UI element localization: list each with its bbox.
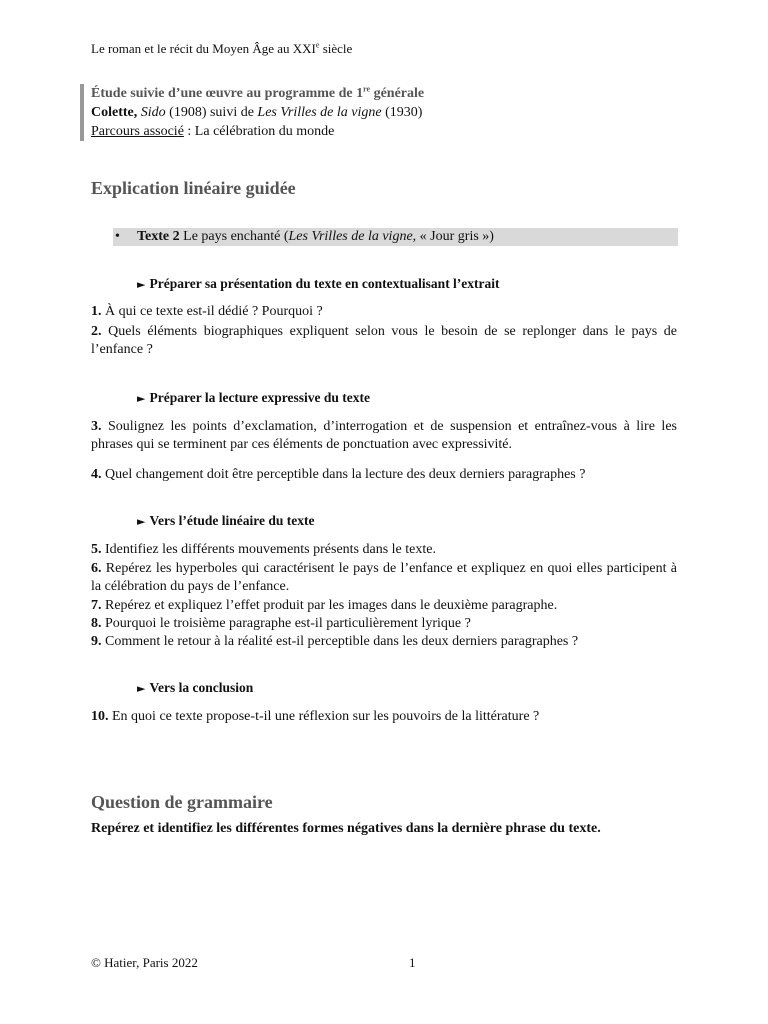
- subhead-etude: [137, 513, 314, 529]
- question-text: Soulignez les points d’exclamation, d’interrogation et de suspension et entraînez-vous à lire les phrases qui se terminent par ces éléments de ponctuation avec expressivité.: [91, 419, 677, 452]
- question-2: [91, 323, 677, 359]
- work1-year: (1908) suivi de: [165, 105, 258, 120]
- program-line: [91, 84, 531, 103]
- page-number: 1: [409, 955, 416, 970]
- running-header-superscript: e: [315, 40, 320, 50]
- text-work-title: Les Vrilles de la vigne: [288, 229, 413, 244]
- question-9: [91, 633, 677, 651]
- question-3: [91, 418, 677, 454]
- work2-year: (1930): [381, 105, 423, 120]
- question-10: [91, 708, 677, 726]
- parcours-label: Parcours associé: [91, 124, 184, 139]
- work1-title: Sido: [140, 105, 166, 120]
- question-number: 1.: [91, 304, 102, 319]
- section-title-explication: Explication linéaire guidée: [91, 178, 296, 198]
- arrow-right-icon: ►: [137, 392, 146, 405]
- running-header: [91, 41, 352, 57]
- work2-title: Les Vrilles de la vigne: [257, 105, 382, 120]
- subhead-lecture: [137, 390, 370, 406]
- question-text: Identifiez les différents mouvements présents dans le texte.: [101, 542, 436, 557]
- question-number: 4.: [91, 467, 102, 482]
- question-text: Comment le retour à la réalité est-il perceptible dans les deux derniers paragraphes ?: [101, 634, 579, 649]
- bullet-icon: •: [115, 229, 120, 244]
- work-line: [91, 103, 531, 122]
- question-7: [91, 597, 677, 615]
- question-6: [91, 560, 677, 596]
- question-text: Pourquoi le troisième paragraphe est-il particulièrement lyrique ?: [101, 616, 471, 631]
- program-line-superscript: re: [363, 84, 371, 94]
- question-text: Quel changement doit être perceptible dans la lecture des deux derniers paragraphes ?: [101, 467, 586, 482]
- question-number: 5.: [91, 542, 102, 557]
- question-text: Repérez les hyperboles qui caractérisent le pays de l’enfance et expliquez en quoi elles participent à la célébration du pays de l’enfance.: [91, 561, 677, 594]
- text-title-end: , « Jour gris »): [412, 229, 494, 244]
- question-5: [91, 541, 677, 559]
- subhead-lecture-label: Préparer la lecture expressive du texte: [149, 390, 371, 405]
- text-reference: [137, 228, 494, 246]
- question-number: 7.: [91, 598, 102, 613]
- text-title-start: Le pays enchanté (: [179, 229, 289, 244]
- question-text: Repérez et expliquez l’effet produit par les images dans le deuxième paragraphe.: [101, 598, 558, 613]
- program-line-text: Étude suivie d’une œuvre au programme de 1: [91, 86, 364, 101]
- subhead-etude-label: Vers l’étude linéaire du texte: [149, 513, 315, 528]
- subhead-conclusion-label: Vers la conclusion: [149, 680, 254, 695]
- parcours-line: [91, 122, 531, 141]
- subhead-conclusion: [137, 680, 253, 696]
- question-number: 9.: [91, 634, 102, 649]
- question-4: [91, 466, 677, 484]
- question-text: Quels éléments biographiques expliquent selon vous le besoin de se replonger dans le pays de l’enfance ?: [91, 324, 677, 357]
- section-title-grammaire: Question de grammaire: [91, 792, 273, 812]
- program-line-text-end: générale: [370, 86, 425, 101]
- running-header-text: Le roman et le récit du Moyen Âge au XXI: [91, 41, 316, 56]
- parcours-value: : La célébration du monde: [183, 124, 335, 139]
- question-text: À qui ce texte est-il dédié ? Pourquoi ?: [101, 304, 323, 319]
- question-number: 8.: [91, 616, 102, 631]
- question-number: 6.: [91, 561, 102, 576]
- question-text: En quoi ce texte propose-t-il une réflexion sur les pouvoirs de la littérature ?: [108, 709, 540, 724]
- text-reference-bar: [113, 228, 678, 246]
- arrow-right-icon: ►: [137, 682, 146, 695]
- program-info-box: [80, 84, 531, 141]
- question-8: [91, 615, 677, 633]
- question-number: 2.: [91, 324, 102, 339]
- subhead-presentation-label: Préparer sa présentation du texte en contextualisant l’extrait: [149, 276, 500, 291]
- grammar-question: Repérez et identifiez les différentes formes négatives dans la dernière phrase du texte.: [91, 821, 601, 836]
- question-number: 10.: [91, 709, 109, 724]
- subhead-presentation: [137, 276, 500, 292]
- running-header-text-end: siècle: [319, 41, 353, 56]
- question-1: [91, 303, 677, 321]
- author-name: Colette,: [91, 105, 138, 120]
- arrow-right-icon: ►: [137, 278, 146, 291]
- question-number: 3.: [91, 419, 102, 434]
- footer-copyright: © Hatier, Paris 2022: [91, 955, 198, 970]
- text-label: Texte 2: [137, 229, 180, 244]
- arrow-right-icon: ►: [137, 515, 146, 528]
